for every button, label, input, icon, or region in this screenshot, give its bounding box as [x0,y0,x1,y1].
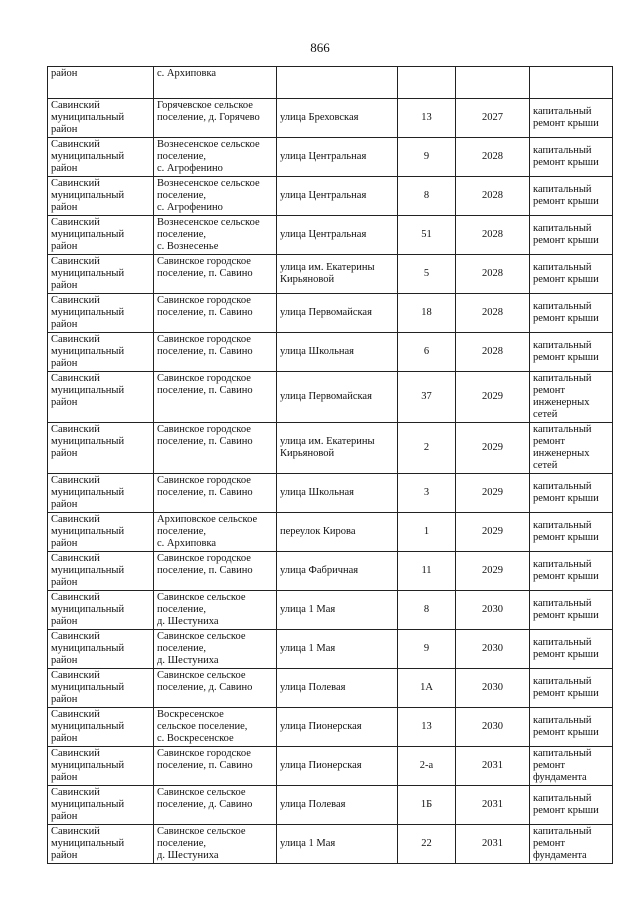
district-cell [48,786,154,825]
work-type-cell [530,138,613,177]
district-cell [48,591,154,630]
house-number-cell-text: 2-а [419,760,434,771]
work-type-cell [530,747,613,786]
street-cell [277,294,398,333]
year-cell [456,786,530,825]
year-cell [456,138,530,177]
street-cell [277,216,398,255]
district-cell [48,216,154,255]
settlement-cell-text: Воскресенское сельское поселение, с. Воскресенское [157,709,248,744]
house-number-cell-text: 1 [423,526,430,537]
table-row [48,138,613,177]
year-cell-text: 2027 [482,112,503,123]
year-cell [456,177,530,216]
street-cell-text: улица Школьная [280,487,354,498]
work-type-cell-text: капитальный ремонт крыши [533,520,599,543]
house-number-cell [398,708,456,747]
street-cell [277,708,398,747]
year-cell [456,825,530,864]
district-cell [48,630,154,669]
house-number-cell-text: 51 [421,229,432,240]
year-cell [456,513,530,552]
settlement-cell-text: Вознесенское сельское поселение, с. Агрофенино [157,139,260,174]
repair-schedule-table [47,66,613,864]
work-type-cell [530,294,613,333]
work-type-cell [530,825,613,864]
settlement-cell [154,177,277,216]
district-cell-text: Савинский муниципальный район [51,295,125,330]
year-cell-text: 2029 [482,391,503,402]
house-number-cell [398,591,456,630]
year-cell-text: 2030 [482,604,503,615]
settlement-cell-text: Вознесенское сельское поселение, с. Вознесенье [157,217,260,252]
street-cell-text: улица Полевая [280,799,346,810]
settlement-cell [154,708,277,747]
district-cell-text: Савинский муниципальный район [51,256,125,291]
year-cell-text: 2029 [482,526,503,537]
street-cell [277,372,398,423]
work-type-cell [530,513,613,552]
house-number-cell-text: 3 [423,487,430,498]
street-cell [277,333,398,372]
work-type-cell-text: капитальный ремонт крыши [533,223,599,246]
settlement-cell-text: Вознесенское сельское поселение, с. Агрофенино [157,178,260,213]
year-cell-text: 2028 [482,268,503,279]
table-row [48,552,613,591]
year-cell [456,474,530,513]
work-type-cell-text: капитальный ремонт крыши [533,481,599,504]
district-cell-text: Савинский муниципальный район [51,178,125,213]
work-type-cell [530,669,613,708]
work-type-cell-text: капитальный ремонт инженерных сетей [533,424,592,471]
house-number-cell [398,552,456,591]
district-cell-text: Савинский муниципальный район [51,424,125,459]
street-cell [277,552,398,591]
settlement-cell-text: Савинское сельское поселение, д. Шестуниха [157,631,246,666]
district-cell-text: район [51,68,78,79]
work-type-cell-text: капитальный ремонт крыши [533,715,599,738]
year-cell-text: 2029 [482,565,503,576]
settlement-cell [154,552,277,591]
street-cell [277,474,398,513]
year-cell-text: 2028 [482,229,503,240]
year-cell-text: 2031 [482,799,503,810]
settlement-cell-text: Савинское городское поселение, п. Савино [157,424,253,447]
house-number-cell [398,372,456,423]
year-cell [456,630,530,669]
work-type-cell [530,708,613,747]
street-cell-text: улица Центральная [280,151,367,162]
street-cell [277,255,398,294]
work-type-cell [530,372,613,423]
settlement-cell-text: Савинское городское поселение, п. Савино [157,748,253,771]
house-number-cell-text: 5 [423,268,430,279]
house-number-cell [398,138,456,177]
district-cell-text: Савинский муниципальный район [51,787,125,822]
district-cell-text: Савинский муниципальный район [51,475,125,510]
work-type-cell-text: капитальный ремонт крыши [533,262,599,285]
house-number-cell-text: 6 [423,346,430,357]
district-cell [48,747,154,786]
district-cell [48,333,154,372]
work-type-cell-text: капитальный ремонт крыши [533,559,599,582]
district-cell-text: Савинский муниципальный район [51,217,125,252]
year-cell-text: 2028 [482,346,503,357]
street-cell [277,177,398,216]
district-cell-text: Савинский муниципальный район [51,748,125,783]
settlement-cell-text: Савинское городское поселение, п. Савино [157,295,253,318]
settlement-cell-text: Савинское сельское поселение, д. Шестуниха [157,826,246,861]
table-row [48,786,613,825]
settlement-cell [154,372,277,423]
work-type-cell [530,474,613,513]
work-type-cell [530,255,613,294]
table-row [48,294,613,333]
house-number-cell-text: 13 [421,721,432,732]
settlement-cell [154,99,277,138]
house-number-cell-text: 8 [423,190,430,201]
year-cell-text: 2029 [482,442,503,453]
district-cell [48,474,154,513]
street-cell-text: улица Пионерская [280,760,362,771]
work-type-cell-text: капитальный ремонт крыши [533,637,599,660]
table-row [48,67,613,99]
year-cell-text: 2028 [482,190,503,201]
year-cell-text: 2030 [482,643,503,654]
district-cell-text: Савинский муниципальный район [51,670,125,705]
table-row [48,747,613,786]
table-row [48,216,613,255]
settlement-cell [154,333,277,372]
table-row [48,255,613,294]
settlement-cell-text: Горячевское сельское поселение, д. Горячево [157,100,260,123]
work-type-cell-text: капитальный ремонт крыши [533,184,599,207]
table-row [48,513,613,552]
district-cell [48,825,154,864]
street-cell-text: улица Первомайская [280,391,372,402]
settlement-cell-text: Савинское городское поселение, п. Савино [157,553,253,576]
district-cell [48,552,154,591]
work-type-cell [530,630,613,669]
street-cell [277,669,398,708]
district-cell [48,372,154,423]
house-number-cell-text: 37 [421,391,432,402]
table-body [48,67,613,864]
work-type-cell [530,786,613,825]
settlement-cell [154,216,277,255]
year-cell-text: 2028 [482,307,503,318]
work-type-cell [530,216,613,255]
district-cell-text: Савинский муниципальный район [51,553,125,588]
district-cell-text: Савинский муниципальный район [51,334,125,369]
settlement-cell [154,255,277,294]
street-cell-text: улица Бреховская [280,112,359,123]
work-type-cell [530,591,613,630]
house-number-cell [398,669,456,708]
street-cell [277,825,398,864]
house-number-cell [398,630,456,669]
house-number-cell-text: 13 [421,112,432,123]
settlement-cell-text: Савинское городское поселение, п. Савино [157,256,253,279]
settlement-cell-text: Савинское сельское поселение, д. Савино [157,787,253,810]
work-type-cell-text: капитальный ремонт крыши [533,340,599,363]
table-row [48,423,613,474]
year-cell [456,591,530,630]
district-cell-text: Савинский муниципальный район [51,592,125,627]
year-cell-text: 2028 [482,151,503,162]
work-type-cell [530,333,613,372]
work-type-cell-text: капитальный ремонт инженерных сетей [533,373,592,420]
district-cell [48,708,154,747]
district-cell [48,669,154,708]
house-number-cell [398,177,456,216]
street-cell-text: улица 1 Мая [280,643,336,654]
street-cell [277,591,398,630]
year-cell [456,372,530,423]
settlement-cell [154,630,277,669]
house-number-cell [398,786,456,825]
house-number-cell [398,513,456,552]
street-cell-text: переулок Кирова [280,526,356,537]
house-number-cell-text: 1А [420,682,433,693]
district-cell-text: Савинский муниципальный район [51,100,125,135]
year-cell [456,708,530,747]
year-cell [456,294,530,333]
year-cell [456,669,530,708]
settlement-cell [154,825,277,864]
table-row [48,825,613,864]
street-cell-text: улица им. Екатерины Кирьяновой [280,262,375,285]
house-number-cell [398,67,456,99]
work-type-cell-text: капитальный ремонт фундамента [533,748,592,783]
settlement-cell [154,513,277,552]
street-cell-text: улица Школьная [280,346,354,357]
year-cell [456,99,530,138]
district-cell-text: Савинский муниципальный район [51,709,125,744]
work-type-cell [530,423,613,474]
house-number-cell-text: 22 [421,838,432,849]
year-cell-text: 2029 [482,487,503,498]
district-cell [48,177,154,216]
district-cell [48,294,154,333]
work-type-cell-text: капитальный ремонт крыши [533,793,599,816]
work-type-cell-text: капитальный ремонт крыши [533,145,599,168]
table-row [48,591,613,630]
house-number-cell [398,216,456,255]
street-cell [277,513,398,552]
house-number-cell-text: 11 [421,565,432,576]
street-cell-text: улица Центральная [280,190,367,201]
table-row [48,708,613,747]
street-cell [277,99,398,138]
district-cell [48,67,154,99]
settlement-cell-text: Савинское городское поселение, п. Савино [157,373,253,396]
table-row [48,474,613,513]
street-cell [277,786,398,825]
street-cell [277,423,398,474]
settlement-cell [154,67,277,99]
table-row [48,372,613,423]
year-cell-text: 2031 [482,760,503,771]
work-type-cell-text: капитальный ремонт крыши [533,598,599,621]
street-cell-text: улица 1 Мая [280,604,336,615]
work-type-cell-text: капитальный ремонт крыши [533,106,599,129]
district-cell [48,423,154,474]
year-cell [456,333,530,372]
table-row [48,669,613,708]
street-cell [277,747,398,786]
year-cell-text: 2030 [482,721,503,732]
house-number-cell [398,99,456,138]
district-cell [48,99,154,138]
table-row [48,333,613,372]
district-cell-text: Савинский муниципальный район [51,373,125,408]
street-cell [277,67,398,99]
year-cell [456,216,530,255]
year-cell [456,67,530,99]
settlement-cell [154,591,277,630]
year-cell [456,552,530,591]
street-cell [277,138,398,177]
year-cell [456,747,530,786]
year-cell-text: 2031 [482,838,503,849]
street-cell-text: улица 1 Мая [280,838,336,849]
house-number-cell [398,423,456,474]
street-cell-text: улица Центральная [280,229,367,240]
house-number-cell-text: 1Б [420,799,433,810]
work-type-cell [530,67,613,99]
work-type-cell [530,552,613,591]
settlement-cell-text: Архиповское сельское поселение, с. Архиповка [157,514,258,549]
year-cell [456,423,530,474]
settlement-cell [154,747,277,786]
settlement-cell [154,474,277,513]
settlement-cell [154,786,277,825]
house-number-cell [398,825,456,864]
district-cell-text: Савинский муниципальный район [51,826,125,861]
year-cell-text: 2030 [482,682,503,693]
house-number-cell [398,294,456,333]
house-number-cell-text: 2 [423,442,430,453]
street-cell-text: улица Полевая [280,682,346,693]
street-cell-text: улица Пионерская [280,721,362,732]
year-cell [456,255,530,294]
house-number-cell [398,255,456,294]
house-number-cell-text: 8 [423,604,430,615]
work-type-cell-text: капитальный ремонт крыши [533,301,599,324]
house-number-cell [398,333,456,372]
work-type-cell [530,99,613,138]
settlement-cell-text: Савинское городское поселение, п. Савино [157,334,253,357]
work-type-cell-text: капитальный ремонт крыши [533,676,599,699]
district-cell-text: Савинский муниципальный район [51,631,125,666]
district-cell-text: Савинский муниципальный район [51,139,125,174]
page-number: 866 [310,40,330,55]
table-row [48,99,613,138]
settlement-cell-text: Савинское сельское поселение, д. Савино [157,670,253,693]
settlement-cell-text: Савинское городское поселение, п. Савино [157,475,253,498]
house-number-cell [398,747,456,786]
district-cell [48,138,154,177]
street-cell-text: улица Фабричная [280,565,359,576]
work-type-cell-text: капитальный ремонт фундамента [533,826,592,861]
house-number-cell-text: 9 [423,643,430,654]
district-cell-text: Савинский муниципальный район [51,514,125,549]
table-row [48,177,613,216]
house-number-cell-text: 18 [421,307,432,318]
settlement-cell [154,423,277,474]
street-cell [277,630,398,669]
street-cell-text: улица им. Екатерины Кирьяновой [280,436,375,459]
street-cell-text: улица Первомайская [280,307,372,318]
district-cell [48,513,154,552]
work-type-cell [530,177,613,216]
settlement-cell [154,138,277,177]
district-cell [48,255,154,294]
settlement-cell [154,294,277,333]
house-number-cell-text: 9 [423,151,430,162]
settlement-cell [154,669,277,708]
table-row [48,630,613,669]
settlement-cell-text: Савинское сельское поселение, д. Шестуниха [157,592,246,627]
settlement-cell-text: с. Архиповка [157,68,217,79]
house-number-cell [398,474,456,513]
